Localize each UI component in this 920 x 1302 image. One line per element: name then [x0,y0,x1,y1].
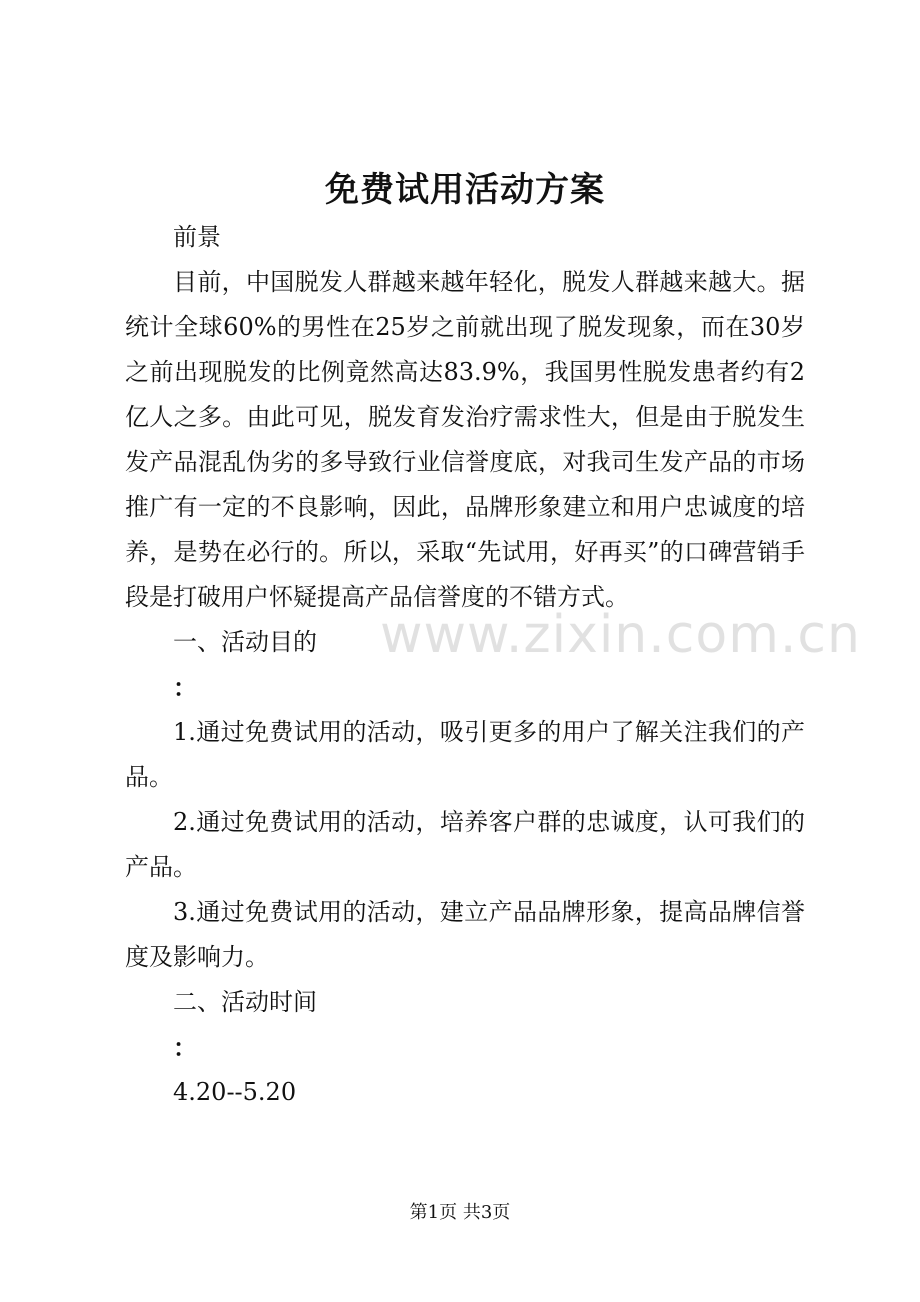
purpose-item-3: 3.通过免费试用的活动，建立产品品牌形象，提高品牌信誉度及影响力。 [125,898,805,971]
page-footer: 第1页 共3页 [409,1202,511,1223]
section-intro-heading: 前景 [173,223,221,251]
document-body [125,165,805,1115]
activity-date-range: 4.20--5.20 [173,1078,297,1106]
section-heading-time: 二、活动时间 [173,988,317,1016]
time-colon: ： [173,1033,197,1062]
purpose-colon: ： [173,673,197,702]
section-heading-purpose: 一、活动目的 [173,628,317,656]
document-title: 免费试用活动方案 [325,170,605,210]
purpose-item-2: 2.通过免费试用的活动，培养客户群的忠诚度，认可我们的产品。 [125,808,805,881]
background-paragraph: 目前，中国脱发人群越来越年轻化，脱发人群越来越大。据统计全球60%的男性在25岁之前就出现了脱发现象，而在30岁之前出现脱发的比例竟然高达83.9%，我国男性脱发患者约有2亿人之多。由此可见，脱发育发治疗需求性大，但是由于脱发生发产品混乱伪劣的多导致行业信誉度底，对我司生发产品的市场推广有一定的不良影响，因此，品牌形象建立和用户忠诚度的培养，是势在必行的。所以，采取“先试用，好再买”的口碑营销手段是打破用户怀疑提高产品信誉度的不错方式。 [125,268,805,611]
purpose-item-1: 1.通过免费试用的活动，吸引更多的用户了解关注我们的产品。 [125,718,805,791]
watermark: www.zixin.com.cn [380,605,861,665]
